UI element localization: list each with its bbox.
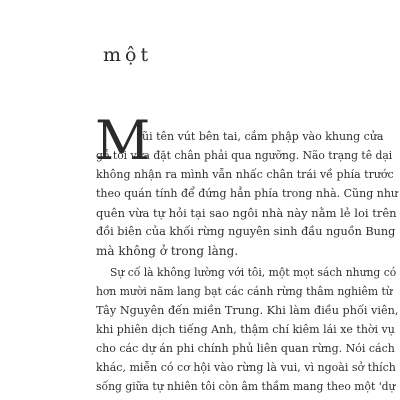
text-line: theo quán tính để đứng hẳn phía trong nhà. Cũng như (96, 187, 399, 200)
text-line: đồi biên của khối rừng nguyên sinh đầu nguồn Bung (96, 225, 396, 238)
text-line: gỗ tôi vừa đặt chân phải qua ngưỡng. Não trạng tê dại (96, 149, 393, 162)
text-line: mà không ở trong làng. (96, 244, 239, 258)
text-line: cho các dự án phi chính phủ liên quan rừng. Nói cách (96, 342, 395, 355)
text-line: Sự cố là không lường với tôi, một mọt sách nhưng có (110, 266, 397, 279)
text-line: Tây Nguyên đến miền Trung. Khi làm điều phối viên, (96, 304, 399, 317)
text-line: sống giữa tự nhiên tôi còn âm thầm mang theo một 'dự (96, 380, 396, 393)
text-line: khác, miễn có cơ hội vào rừng là vui, vì ngoài sở thích (96, 361, 396, 374)
text-line: không nhận ra mình vẫn nhấc chân trái về phía trước (96, 168, 394, 181)
chapter-title: một (103, 44, 153, 66)
text-line: quên vừa tự hỏi tại sao ngôi nhà này nằm lẻ loi trên (96, 206, 397, 220)
text-line: khi phiên dịch tiếng Anh, thậm chí kiêm lái xe thời vụ (96, 323, 395, 336)
text-line: ũi tên vút bên tai, cắm phập vào khung cửa (142, 130, 384, 143)
text-line: hơn mười năm lang bạt các cánh rừng thâm nghiêm từ (96, 285, 393, 298)
drop-cap: M (95, 109, 151, 172)
